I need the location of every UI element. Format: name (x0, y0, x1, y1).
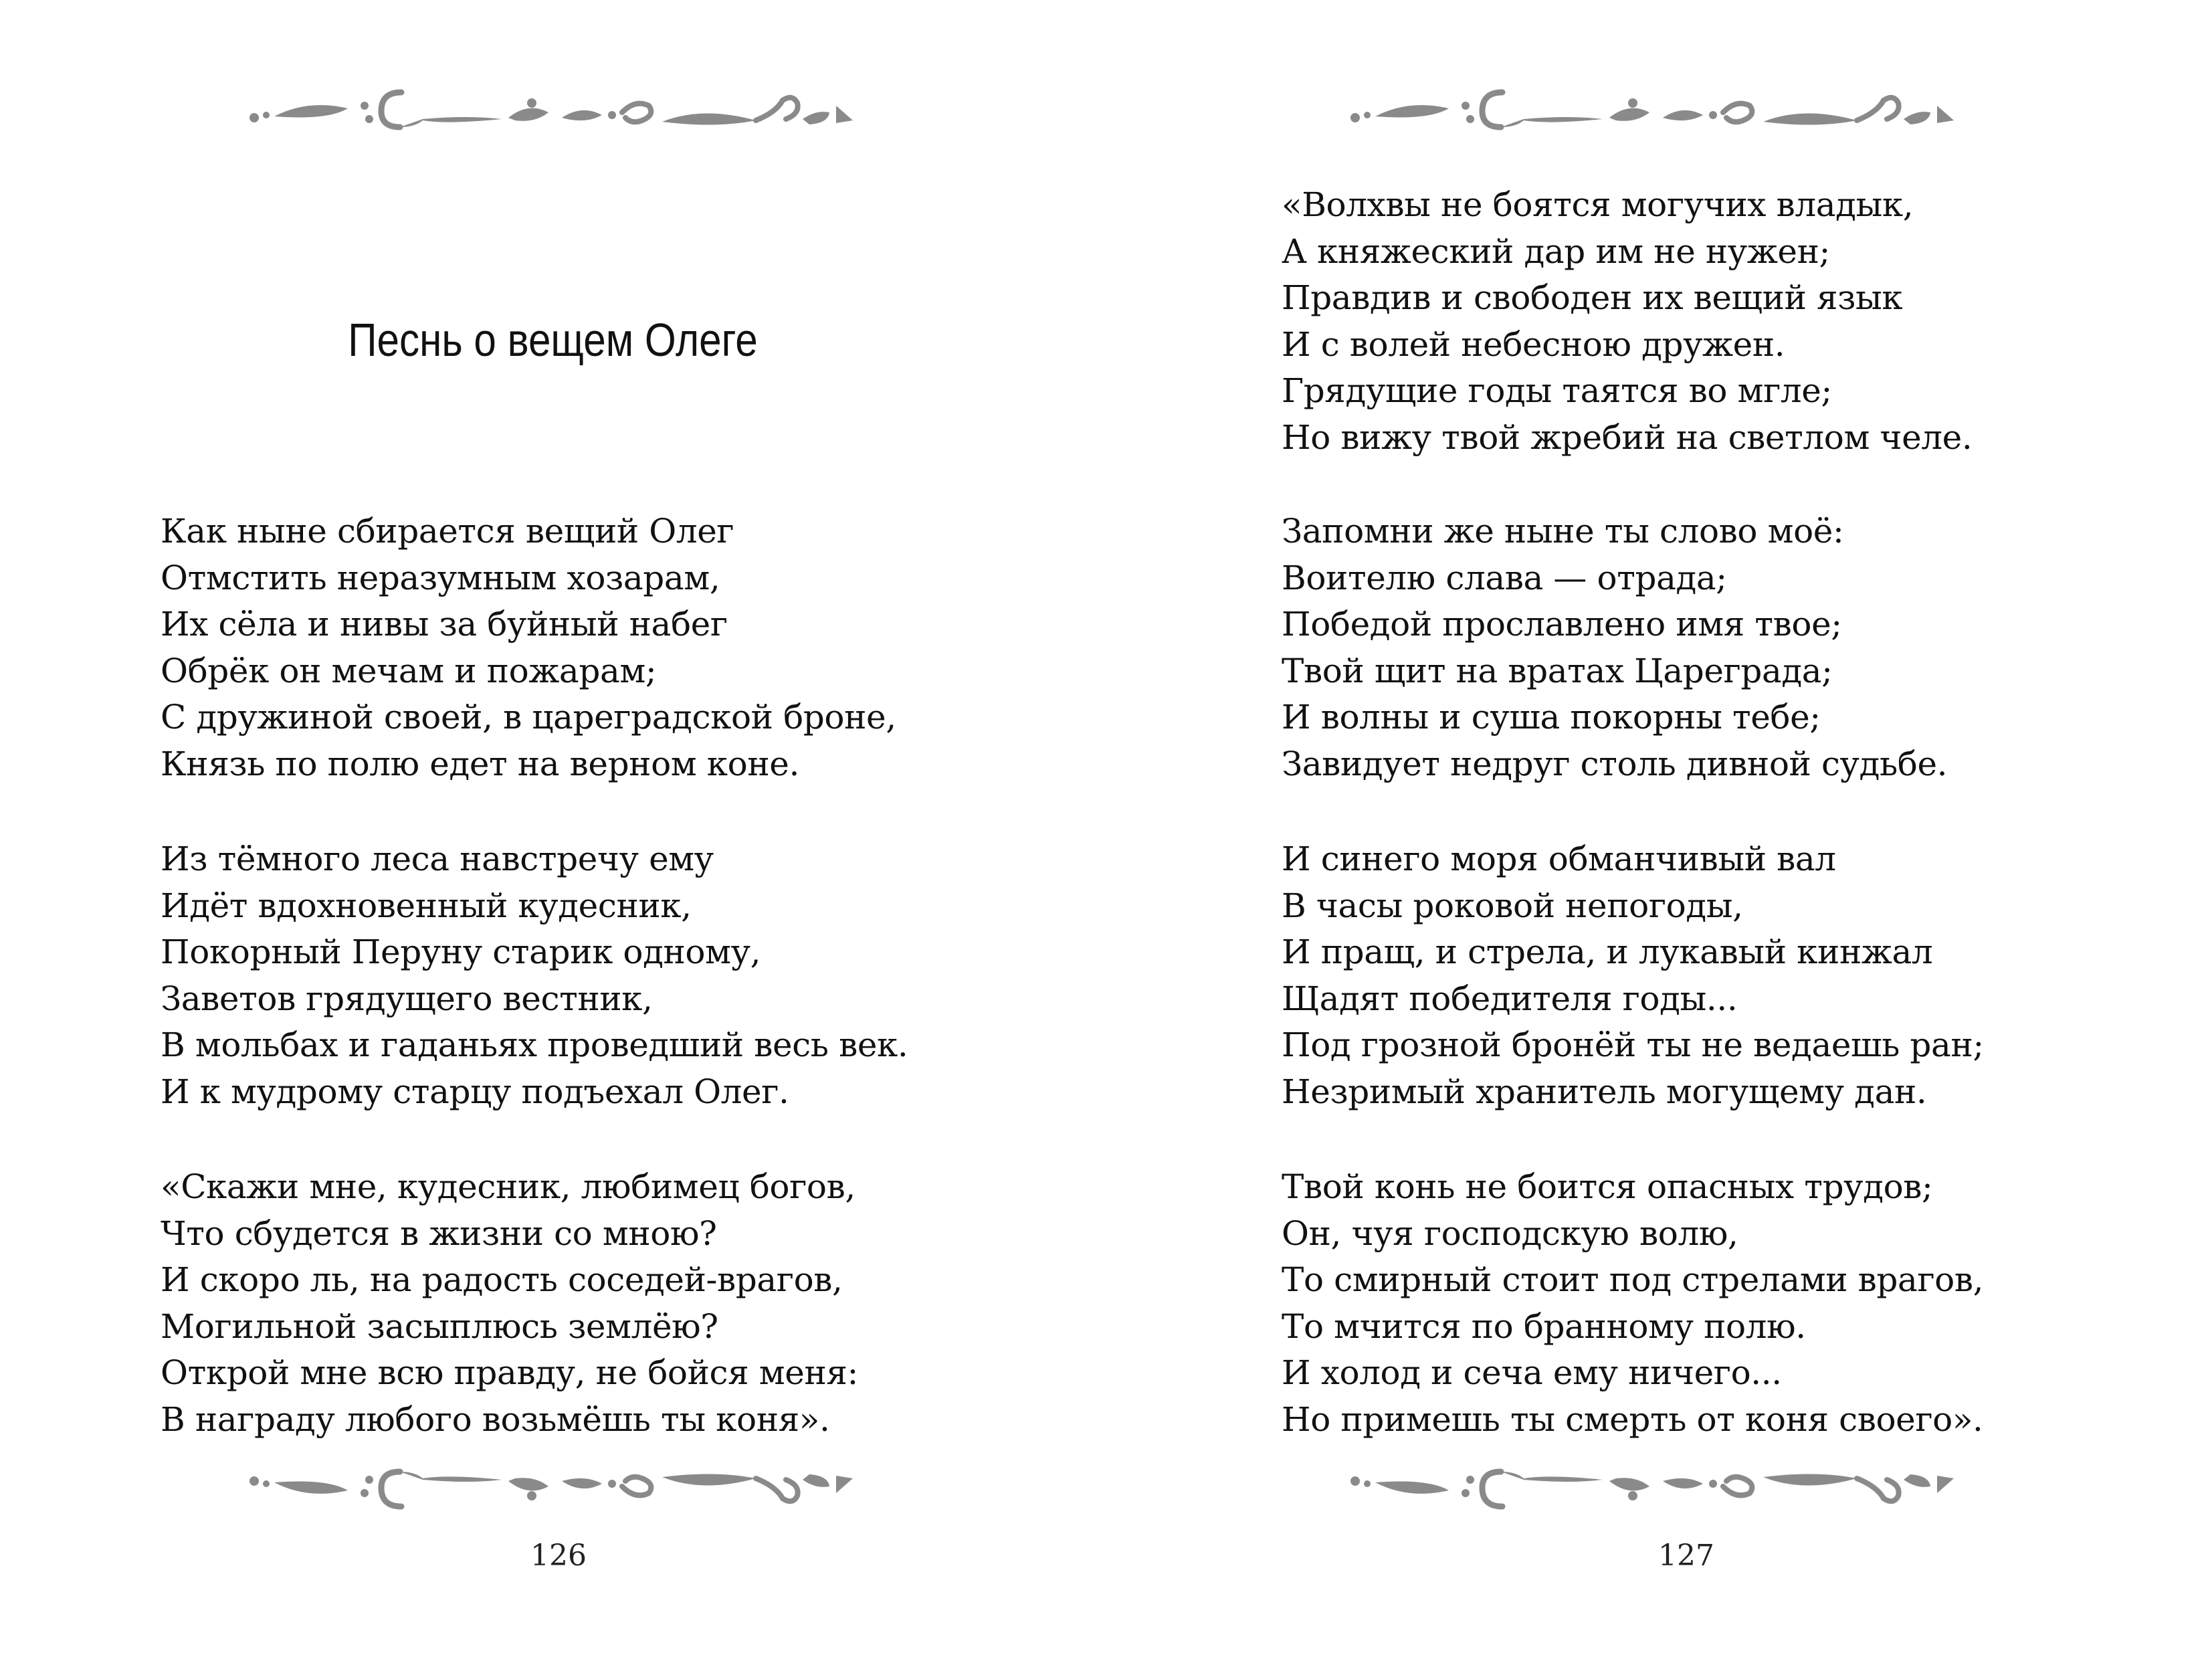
stanza (1282, 1164, 1983, 1443)
stanza (1282, 182, 1972, 461)
verse-line: Как ныне сбирается вещий Олег (161, 512, 734, 551)
verse-line: Покорный Перуну старик одному, (161, 933, 761, 971)
stanza (1282, 836, 1984, 1115)
verse-line: И волны и суша покорны тебе; (1282, 698, 1821, 737)
verse-line: И скоро ль, на радость соседей-врагов, (161, 1260, 843, 1299)
verse-line: «Скажи мне, кудесник, любимец богов, (161, 1167, 856, 1206)
verse-line: Из тёмного леса навстречу ему (161, 840, 714, 878)
verse-line: Могильной засыплюсь землёю? (161, 1306, 718, 1346)
verse-line: Но примешь ты смерть от коня своего». (1282, 1399, 1983, 1439)
verse-line: Отмстить неразумным хозарам, (161, 558, 720, 597)
verse-line: Твой щит на вратах Цареграда; (1282, 651, 1833, 690)
verse-line: И синего моря обманчивый вал (1282, 840, 1836, 878)
verse-line: И холод и сеча ему ничего... (1282, 1353, 1782, 1392)
top-ornament-icon (1348, 86, 1964, 132)
verse-line: И пращ, и стрела, и лукавый кинжал (1282, 933, 1933, 971)
verse-line: Грядущие годы таятся во мгле; (1282, 371, 1832, 410)
verse-line: А княжеский дар им не нужен; (1282, 231, 1830, 271)
verse-line: Правдив и свободен их вещий язык (1282, 278, 1903, 317)
verse-line: Победой прославлено имя твое; (1282, 605, 1842, 644)
verse-line: Но вижу твой жребий на светлом челе. (1282, 417, 1973, 457)
verse-line: Завидует недруг столь дивной судьбе. (1282, 744, 1948, 783)
verse-line: Незримый хранитель могущему дан. (1282, 1072, 1927, 1111)
page-number: 126 (530, 1539, 587, 1573)
page-number: 127 (1658, 1539, 1714, 1573)
verse-line: Запомни же ныне ты слово моё: (1282, 512, 1844, 551)
poem-title: Песнь о вещем Олеге (348, 314, 758, 366)
verse-line: С дружиной своей, в цареградской броне, (161, 698, 896, 737)
verse-line: И к мудрому старцу подъехал Олег. (161, 1072, 789, 1111)
verse-line: Что сбудется в жизни со мною? (161, 1213, 717, 1253)
stanza (161, 508, 896, 787)
verse-line: То мчится по бранному полю. (1282, 1306, 1806, 1346)
verse-line: И с волей небесною дружен. (1282, 324, 1785, 364)
verse-line: В награду любого возьмёшь ты коня». (161, 1399, 830, 1439)
verse-line: То смирный стоит под стрелами врагов, (1282, 1260, 1984, 1299)
verse-line: Князь по полю едет на верном коне. (161, 744, 799, 783)
verse-line: Твой конь не боится опасных трудов; (1282, 1167, 1933, 1206)
verse-line: Обрёк он мечам и пожарам; (161, 651, 657, 690)
verse-line: В мольбах и гаданьях проведший весь век. (161, 1026, 908, 1064)
verse-line: Под грозной бронёй ты не ведаешь ран; (1282, 1026, 1984, 1064)
verse-line: «Волхвы не боятся могучих владык, (1282, 185, 1914, 224)
right-page (1106, 0, 2212, 1659)
bottom-ornament-icon (247, 1466, 863, 1513)
stanza (161, 836, 908, 1115)
stanza (1282, 508, 1947, 787)
stanza (161, 1164, 858, 1443)
top-ornament-icon (247, 86, 863, 132)
verse-line: В часы роковой непогоды, (1282, 886, 1743, 925)
verse-line: Воителю слава — отрада; (1282, 558, 1727, 597)
verse-line: Заветов грядущего вестник, (161, 979, 653, 1018)
verse-line: Открой мне всю правду, не бойся меня: (161, 1353, 858, 1392)
verse-line: Щадят победителя годы... (1282, 979, 1738, 1018)
verse-line: Их сёла и нивы за буйный набег (161, 605, 728, 644)
verse-line: Он, чуя господскую волю, (1282, 1213, 1738, 1253)
bottom-ornament-icon (1348, 1466, 1964, 1513)
verse-line: Идёт вдохновенный кудесник, (161, 886, 692, 925)
